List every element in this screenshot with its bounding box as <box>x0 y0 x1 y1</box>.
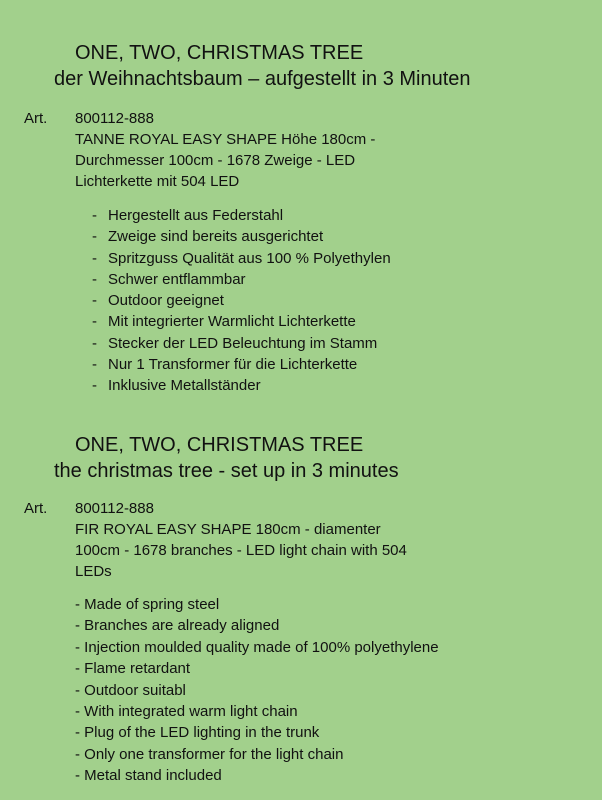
english-article-number: 800112-888 <box>75 500 154 517</box>
list-item: - Flame retardant <box>75 660 191 678</box>
list-item-text: Spritzguss Qualität aus 100 % Polyethylen <box>108 249 391 267</box>
list-item <box>92 226 391 247</box>
english-feature-list <box>75 594 439 787</box>
english-title-line1: ONE, TWO, CHRISTMAS TREE <box>75 434 364 456</box>
list-item <box>92 248 391 269</box>
german-art-label: Art. <box>24 110 48 127</box>
list-dash: - <box>92 292 97 310</box>
list-dash: - <box>92 334 97 352</box>
list-item: - Injection moulded quality made of 100% polyethylene <box>75 638 439 656</box>
list-dash: - <box>92 377 97 395</box>
german-feature-list <box>92 205 391 397</box>
english-article-desc-line1: FIR ROYAL EASY SHAPE 180cm - diamenter <box>75 521 381 538</box>
list-dash: - <box>92 270 97 288</box>
german-article-block <box>75 108 375 192</box>
list-dash: - <box>92 207 97 224</box>
list-item <box>92 269 391 290</box>
list-item-text: Outdoor geeignet <box>108 292 224 310</box>
list-item-text: Stecker der LED Beleuchtung im Stamm <box>108 334 378 352</box>
list-item <box>92 290 391 311</box>
list-item: - Metal stand included <box>75 767 222 785</box>
english-article-desc-line2: 100cm - 1678 branches - LED light chain with 504 <box>75 542 407 559</box>
list-item: - With integrated warm light chain <box>75 703 298 721</box>
list-item <box>92 205 391 226</box>
list-dash: - <box>92 228 97 246</box>
list-item: - Plug of the LED lighting in the trunk <box>75 724 320 742</box>
list-item-text: Hergestellt aus Federstahl <box>108 207 284 224</box>
list-item <box>92 311 391 332</box>
list-item <box>92 354 391 375</box>
english-article-desc-line3: LEDs <box>75 563 112 580</box>
german-title-line2: der Weihnachtsbaum – aufgestellt in 3 Minuten <box>54 68 471 90</box>
list-item: - Made of spring steel <box>75 596 220 613</box>
list-item <box>92 333 391 354</box>
list-dash: - <box>92 313 97 331</box>
list-dash: - <box>92 249 97 267</box>
english-article-block <box>75 498 407 582</box>
english-art-label: Art. <box>24 500 48 517</box>
list-item-text: Mit integrierter Warmlicht Lichterkette <box>108 313 356 331</box>
english-title-line2: the christmas tree - set up in 3 minutes <box>54 460 399 482</box>
list-item: - Branches are already aligned <box>75 617 280 635</box>
list-item: - Outdoor suitabl <box>75 681 186 699</box>
german-article-desc-line3: Lichterkette mit 504 LED <box>75 173 240 190</box>
german-article-number: 800112-888 <box>75 110 154 127</box>
german-title-line1: ONE, TWO, CHRISTMAS TREE <box>75 42 364 64</box>
list-item-text: Zweige sind bereits ausgerichtet <box>108 228 324 246</box>
list-item <box>92 375 391 396</box>
list-item-text: Inklusive Metallständer <box>108 377 261 395</box>
list-item-text: Schwer entflammbar <box>108 270 246 288</box>
german-article-desc-line2: Durchmesser 100cm - 1678 Zweige - LED <box>75 152 356 169</box>
german-article-desc-line1: TANNE ROYAL EASY SHAPE Höhe 180cm - <box>75 131 376 148</box>
list-dash: - <box>92 356 97 374</box>
list-item: - Only one transformer for the light chain <box>75 745 344 763</box>
list-item-text: Nur 1 Transformer für die Lichterkette <box>108 356 358 374</box>
